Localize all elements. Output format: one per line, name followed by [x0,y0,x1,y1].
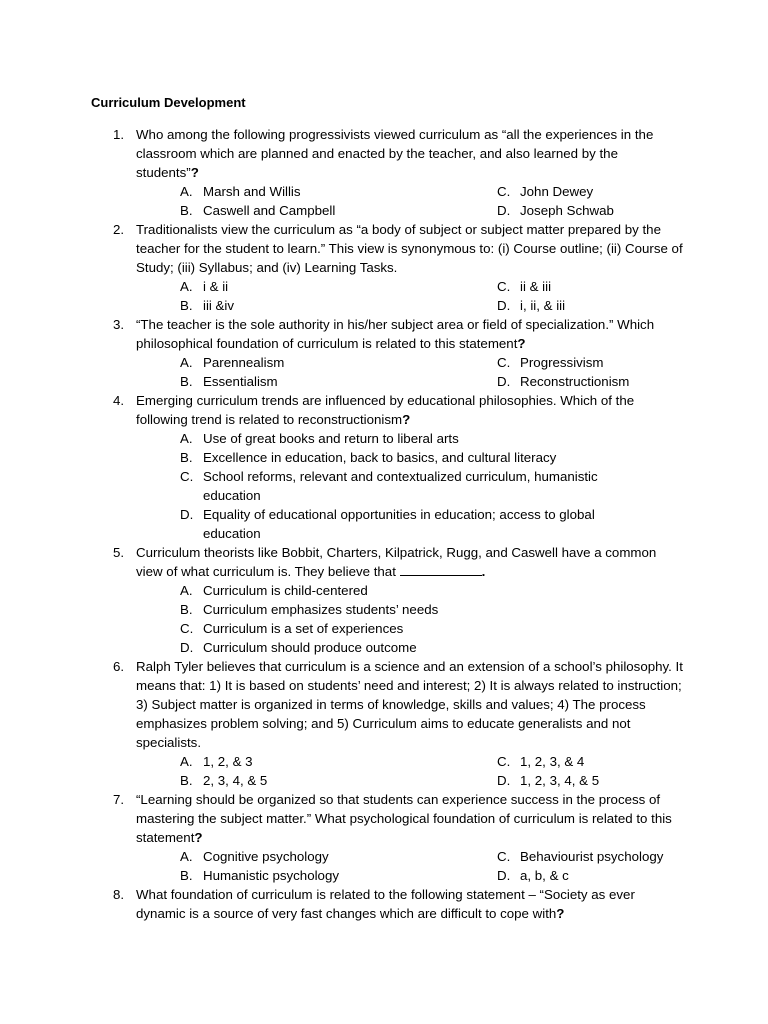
answer-choice [180,866,339,885]
choice-text: 1, 2, 3, 4, & 5 [520,773,600,788]
answer-choice [497,277,551,296]
question-punctuation: ? [517,336,526,351]
choice-letter: B. [180,450,193,465]
choice-text: Excellence in education, back to basics, and cultural literacy [203,450,557,465]
question-punctuation: ? [190,165,199,180]
question-number: 4. [113,393,125,408]
question-item [0,657,768,790]
answer-choice [180,296,234,315]
choice-grid [0,353,768,391]
choice-text: School reforms, relevant and contextualized curriculum, humanistic education [203,469,598,503]
question-text-body: “The teacher is the sole authority in his/her subject area or field of specialization.” Which philosophical foundation of curriculum is related to this statement [136,317,655,351]
question-text [136,657,684,752]
question-text-body: “Learning should be organized so that students can experience success in the process of mastering the subject matter.” What psychological foundation of curriculum is related to this statement [136,792,672,845]
answer-choice [497,372,629,391]
choice-list [0,429,768,543]
answer-choice [180,353,284,372]
choice-row [0,201,768,220]
question-text [136,790,684,847]
choice-letter: B. [180,773,193,788]
choice-letter: C. [497,754,511,769]
choice-letter: B. [180,298,193,313]
choice-list [0,581,768,657]
answer-choice [0,638,768,657]
choice-letter: A. [180,754,193,769]
question-number: 5. [113,545,125,560]
choice-text: Reconstructionism [520,374,630,389]
question-text [136,220,684,277]
choice-row [0,866,768,885]
question-punctuation: ? [402,412,411,427]
choice-letter: D. [497,773,511,788]
page-title: Curriculum Development [91,95,246,110]
choice-row [0,182,768,201]
answer-choice [0,429,768,448]
choice-letter: A. [180,431,193,446]
choice-letter: D. [497,374,511,389]
answer-choice [180,182,301,201]
choice-text: Curriculum emphasizes students’ needs [203,602,439,617]
choice-row [0,847,768,866]
choice-letter: C. [497,184,511,199]
choice-letter: B. [180,203,193,218]
answer-choice [497,771,599,790]
choice-text: Equality of educational opportunities in education; access to global education [203,507,595,541]
question-punctuation: ? [194,830,203,845]
choice-letter: C. [180,621,194,636]
choice-grid [0,182,768,220]
answer-choice [497,866,569,885]
choice-text: Curriculum is child-centered [203,583,368,598]
question-item [0,220,768,315]
choice-text: iii &iv [203,298,235,313]
choice-text: 2, 3, 4, & 5 [203,773,268,788]
question-item [0,790,768,885]
choice-text: 1, 2, 3, & 4 [520,754,585,769]
question-text [136,391,684,429]
choice-grid [0,847,768,885]
answer-choice [497,353,604,372]
question-text [136,885,684,923]
choice-letter: C. [497,279,511,294]
question-punctuation: . [481,564,486,579]
answer-choice [180,847,329,866]
choice-letter: A. [180,184,193,199]
question-punctuation: ? [556,906,565,921]
answer-choice [497,752,584,771]
choice-text: 1, 2, & 3 [203,754,253,769]
choice-text: Progressivism [520,355,604,370]
choice-letter: A. [180,583,193,598]
question-text-body: Ralph Tyler believes that curriculum is a science and an extension of a school’s philosophy. It means that: 1) It is based on students’ need and interest; 2) It is always related to instruction; 3) Subject matter is organized in terms of knowledge, skills and values; 4) The process emphasizes problem solving; and 5) Curriculum aims to educate generalists and not specialists. [136,659,683,750]
choice-text: Curriculum is a set of experiences [203,621,404,636]
answer-choice [0,619,768,638]
choice-letter: D. [180,640,194,655]
answer-choice [497,847,663,866]
choice-text: Joseph Schwab [520,203,614,218]
question-text-body: Emerging curriculum trends are influenced by educational philosophies. Which of the following trend is related to reconstructionism [136,393,635,427]
answer-choice [180,771,267,790]
question-text [136,125,684,182]
choice-row [0,372,768,391]
choice-text: a, b, & c [520,868,569,883]
question-text-body: What foundation of curriculum is related to the following statement – “Society as ever dynamic is a source of very fast changes which are difficult to cope with [136,887,635,921]
choice-text: Curriculum should produce outcome [203,640,417,655]
choice-text: John Dewey [520,184,594,199]
choice-grid [0,277,768,315]
answer-choice [0,505,768,543]
question-text [136,315,684,353]
choice-letter: B. [180,868,193,883]
choice-letter: C. [180,469,194,484]
question-item [0,315,768,391]
choice-text: Behaviourist psychology [520,849,664,864]
question-text-body: Curriculum theorists like Bobbit, Charters, Kilpatrick, Rugg, and Caswell have a common view of what curriculum is. They believe that [136,545,657,579]
choice-text: i & ii [203,279,229,294]
choice-text: Caswell and Campbell [203,203,336,218]
choice-letter: A. [180,355,193,370]
choice-text: Humanistic psychology [203,868,339,883]
choice-row [0,752,768,771]
choice-text: Use of great books and return to liberal arts [203,431,459,446]
choice-row [0,277,768,296]
choice-letter: C. [497,849,511,864]
answer-choice [497,201,614,220]
choice-letter: C. [497,355,511,370]
choice-text: Essentialism [203,374,278,389]
choice-text: ii & iii [520,279,552,294]
answer-choice [180,201,335,220]
question-item [0,885,768,923]
question-number: 3. [113,317,125,332]
question-number: 7. [113,792,125,807]
question-list [0,125,768,923]
choice-row [0,353,768,372]
choice-text: i, ii, & iii [520,298,566,313]
question-item [0,391,768,543]
question-text [136,543,684,581]
question-item [0,125,768,220]
choice-letter: B. [180,602,193,617]
choice-row [0,771,768,790]
answer-choice [0,448,768,467]
question-item [0,543,768,657]
answer-choice [180,277,228,296]
answer-choice [180,752,253,771]
choice-letter: B. [180,374,193,389]
answer-choice [0,600,768,619]
question-number: 8. [113,887,125,902]
answer-choice [497,296,565,315]
answer-choice [0,581,768,600]
answer-choice [180,372,278,391]
choice-letter: D. [497,298,511,313]
choice-letter: D. [180,507,194,522]
choice-letter: A. [180,849,193,864]
choice-text: Cognitive psychology [203,849,329,864]
choice-text: Parennealism [203,355,285,370]
question-text-body: Traditionalists view the curriculum as “a body of subject or subject matter prepared by the teacher for the student to learn.” This view is synonymous to: (i) Course outline; (ii) Course of Study; (iii) Syllabus; and (iv) Learning Tasks. [136,222,683,275]
question-text-body: Who among the following progressivists viewed curriculum as “all the experiences in the classroom which are planned and enacted by the teacher, and also learned by the students” [136,127,654,180]
answer-choice [497,182,593,201]
choice-grid [0,752,768,790]
choice-letter: A. [180,279,193,294]
choice-text: Marsh and Willis [203,184,301,199]
choice-letter: D. [497,203,511,218]
choice-row [0,296,768,315]
choice-letter: D. [497,868,511,883]
question-number: 2. [113,222,125,237]
answer-choice [0,467,768,505]
question-number: 6. [113,659,125,674]
question-number: 1. [113,127,125,142]
answer-blank [400,563,482,576]
